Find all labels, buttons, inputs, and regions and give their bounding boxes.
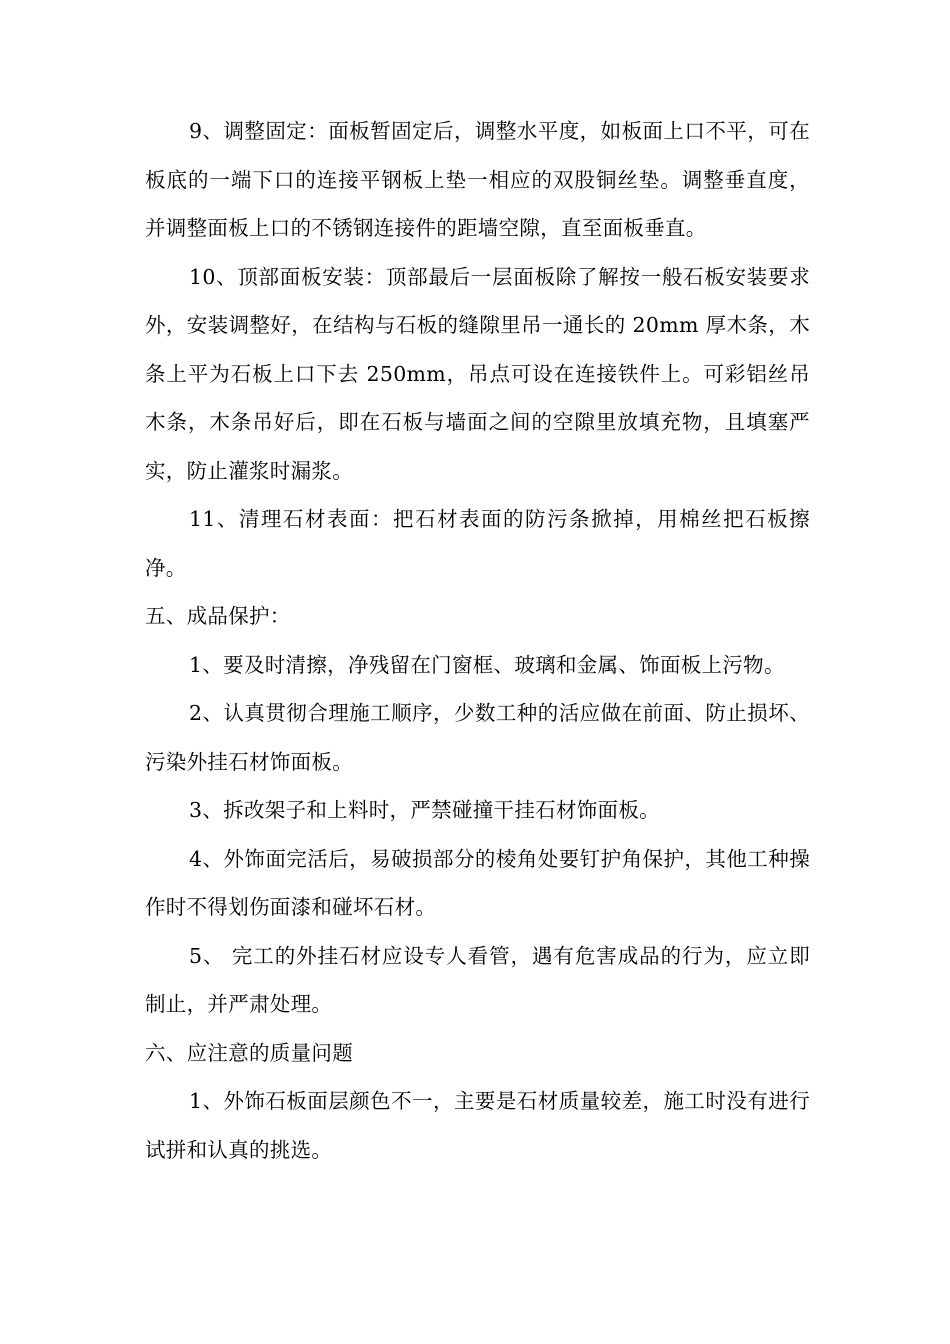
paragraph-protection-2: 2、认真贯彻合理施工顺序，少数工种的活应做在前面、防止损坏、污染外挂石材饰面板。	[145, 701, 810, 774]
section-heading-5: 五、成品保护：	[145, 604, 291, 628]
paragraph-step-10: 10、顶部面板安装：顶部最后一层面板除了解按一般石板安装要求外，安装调整好，在结构与石板的缝隙里吊一通长的 20mm 厚木条，木条上平为石板上口下去 250mm，吊点可设在连接铁件上。可彩铝丝吊木条，木条吊好后，即在石板与墙面之间的空隙里放填充物，且填塞严实，防止灌浆时漏浆。	[145, 264, 810, 483]
paragraph-step-11: 11、清理石材表面：把石材表面的防污条掀掉，用棉丝把石板擦净。	[145, 507, 810, 580]
paragraph-protection-4: 4、外饰面完活后，易破损部分的棱角处要钉护角保护，其他工种操作时不得划伤面漆和碰坏石材。	[145, 846, 810, 919]
paragraph-protection-5: 5、 完工的外挂石材应设专人看管，遇有危害成品的行为，应立即制止，并严肃处理。	[145, 943, 810, 1016]
document-body	[145, 107, 810, 1174]
paragraph-quality-1: 1、外饰石板面层颜色不一，主要是石材质量较差，施工时没有进行试拼和认真的挑选。	[145, 1089, 810, 1162]
section-heading-6: 六、应注意的质量问题	[145, 1040, 353, 1065]
paragraph-protection-1: 1、要及时清擦，净残留在门窗框、玻璃和金属、饰面板上污物。	[189, 652, 785, 677]
paragraph-protection-3: 3、拆改架子和上料时，严禁碰撞干挂石材饰面板。	[189, 798, 660, 822]
paragraph-step-9: 9、调整固定：面板暂固定后，调整水平度，如板面上口不平，可在板底的一端下口的连接平钢板上垫一相应的双股铜丝垫。调整垂直度，并调整面板上口的不锈钢连接件的距墙空隙，直至面板垂直。	[145, 119, 810, 240]
